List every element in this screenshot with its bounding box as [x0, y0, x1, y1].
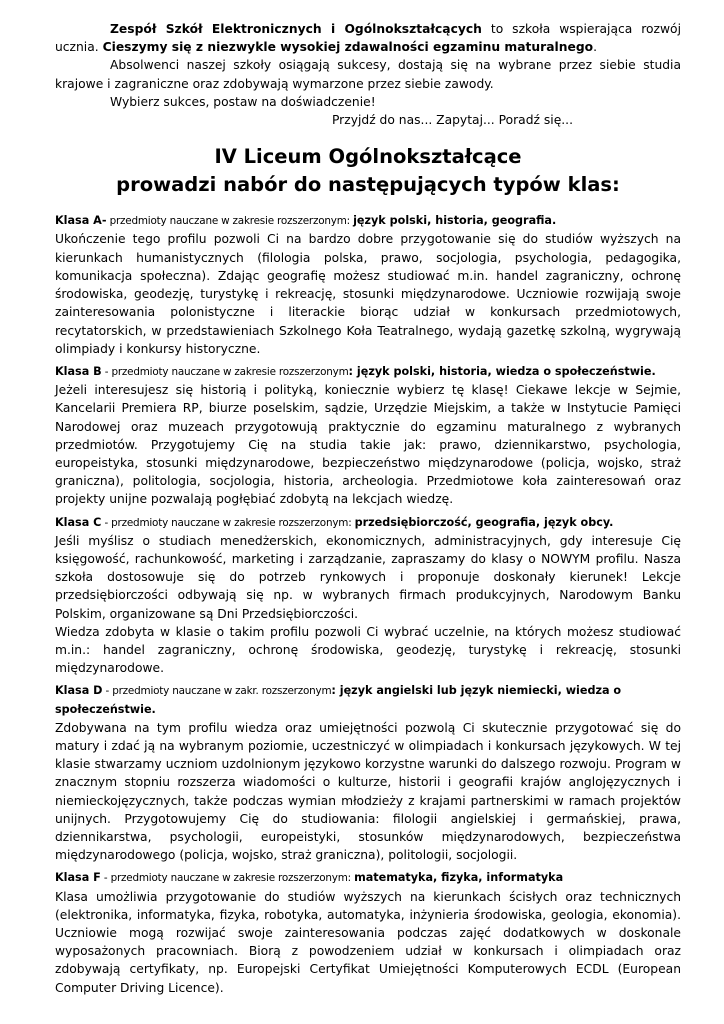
class-c-name: Klasa C: [55, 515, 102, 529]
intro-period: .: [593, 40, 598, 55]
class-a-subjects: język polski, historia, geografia.: [353, 214, 557, 228]
class-d-body: Zdobywana na tym profilu wiedza oraz umiejętności pozwolą Ci skutecznie przygotować się do matury i zdać ją na wybranym poziomie, uczestniczyć w olimpiadach i konkursach językowych. W tej klasie stwarzamy uczniom uzdolnionym językowo korzystne warunki do dalszego rozwoju. Program w znacznym stopniu rozszerza wiadomości o kulturze, historii i geografii krajów anglojęzycznych i niemieckojęzycznych, także podczas wymian młodzieży z krajami partnerskimi w ramach projektów unijnych. Przygotowujemy Cię do studiowania: filologii angielskiej i germańskiej, prawa, dziennikarstwa, psychologii, europeistyki, stosunków międzynarodowych, bezpieczeństwa międzynarodowego (policja, wojsko, straż graniczna), politologii, socjologii.: [55, 720, 681, 863]
intro-section: [55, 20, 681, 129]
class-f-desc: - przedmioty nauczane w zakresie rozszerzonym:: [100, 872, 355, 885]
class-f-body: Klasa umożliwia przygotowanie do studiów wyższych na kierunkach ścisłych oraz technicznych (elektronika, informatyka, fizyka, robotyka, automatyka, inżynieria środowiska, geologia, ekonomia). Uczniowie mogą rozwijać swoje zainteresowania podczas zajęć dodatkowych w doskonale wyposażonych pracowniach. Biorą z powodzeniem udział w konkursach i olimpiadach oraz zdobywają certyfikaty, np. Europejski Certyfikat Umiejętności Komputerowych ECDL (European Computer Driving Licence).: [55, 889, 681, 995]
class-a-desc: przedmioty nauczane w zakresie rozszerzonym:: [106, 215, 354, 228]
class-b-body: Jeżeli interesujesz się historią i polityką, koniecznie wybierz tę klasę! Ciekawe lekcje w Sejmie, Kancelarii Premiera RP, biurze poselskim, sądzie, Urzędzie Miejskim, a także w Instytucie Pamięci Narodowej oraz muzeach przygotowują praktycznie do egzaminu maturalnego z wybranych przedmiotów. Przygotujemy Cię na studia takie jak: prawo, dziennikarstwo, psychologia, europeistyka, stosunki międzynarodowe, bezpieczeństwo międzynarodowe (policja, wojsko, straż graniczna), politologia, socjologia, historia, archeologia. Przedmiotowe koła zainteresowań oraz projekty unijne pozwalają pogłębiać zdobytą na lekcjach wiedzę.: [55, 383, 681, 507]
class-d-desc: - przedmioty nauczane w zakr. rozszerzonym: [102, 685, 332, 698]
class-a-section: [55, 212, 681, 358]
school-name: Zespół Szkół Elektronicznych i Ogólnokształcących: [110, 22, 482, 36]
class-b-desc: - przedmioty nauczane w zakresie rozszerzonym: [101, 365, 349, 378]
class-d-subjects: : język angielski lub język niemiecki, wiedza o społeczeństwie.: [55, 684, 622, 716]
class-a-header: [55, 212, 681, 230]
page-title: [55, 143, 681, 199]
class-d-name: Klasa D: [55, 684, 103, 698]
class-a-name: Klasa A-: [55, 214, 107, 228]
intro-paragraph-2: Absolwenci naszej szkoły osiągają sukcesy, dostają się na wybrane przez siebie studia krajowe i zagraniczne oraz zdobywają wymarzone przez siebie zawody.: [55, 58, 681, 91]
class-d-section: [55, 682, 681, 864]
intro-text: to szkoła wspierająca rozwój ucznia.: [55, 22, 681, 55]
class-b-name: Klasa B: [55, 364, 102, 378]
title-line-2: prowadzi nabór do następujących typów klas:: [116, 173, 620, 197]
class-f-header: [55, 869, 681, 887]
intro-paragraph-1: [55, 20, 681, 56]
title-line-1: IV Liceum Ogólnokształcące: [214, 145, 522, 169]
matura-highlight: Cieszymy się z niezwykle wysokiej zdawalności egzaminu maturalnego: [102, 40, 594, 55]
class-b-section: [55, 363, 681, 509]
class-c-section: [55, 514, 681, 678]
class-c-desc: - przedmioty nauczane w zakresie rozszerzonym:: [101, 516, 355, 529]
class-d-header: [55, 682, 681, 718]
class-c-body: Jeśli myślisz o studiach menedżerskich, ekonomicznych, administracyjnych, gdy interesuje Cię księgowość, rachunkowość, marketing i zarządzanie, zapraszamy do klasy o NOWYM profilu. Nasza szkoła dostosowuje się do potrzeb rynkowych i proponuje doskonały kierunek! Lekcje przedsiębiorczości odbywają się np. w wybranych firmach produkcyjnych, Narodowym Banku Polskim, organizowane są Dni Przedsiębiorczości.: [55, 533, 681, 621]
class-b-header: [55, 363, 681, 381]
class-b-subjects: : język polski, historia, wiedza o społeczeństwie.: [348, 364, 656, 378]
class-c-header: [55, 514, 681, 532]
class-f-name: Klasa F: [55, 871, 101, 885]
intro-signoff: Przyjdź do nas... Zapytaj... Poradź się...: [331, 113, 573, 128]
class-c-subjects: przedsiębiorczość, geografia, język obcy.: [354, 515, 614, 529]
class-a-body: Ukończenie tego profilu pozwoli Ci na bardzo dobre przygotowanie się do studiów wyższych na kierunkach humanistycznych (filologia polska, prawo, socjologia, psychologia, pedagogika, komunikacja społeczna). Zdając geografię możesz studiować m.in. handel zagraniczny, ochronę środowiska, geodezję, turystykę i rekreację, stosunki międzynarodowe. Uczniowie rozwijają swoje zainteresowania polonistyczne i literackie biorąc udział w konkursach przedmiotowych, recytatorskich, w przedstawieniach Szkolnego Koła Teatralnego, wydają gazetkę szkolną, wygrywają olimpiady i konkursy historyczne.: [55, 232, 681, 356]
class-f-section: [55, 869, 681, 996]
intro-paragraph-3: Wybierz sukces, postaw na doświadczenie!: [110, 94, 376, 109]
class-f-subjects: matematyka, fizyka, informatyka: [354, 871, 564, 885]
class-c-body-2: Wiedza zdobyta w klasie o takim profilu pozwoli Ci wybrać uczelnie, na których możesz studiować m.in.: handel zagraniczny, ochronę środowiska, geodezję, turystykę i rekreację, stosunki międzynarodowe.: [55, 624, 681, 676]
